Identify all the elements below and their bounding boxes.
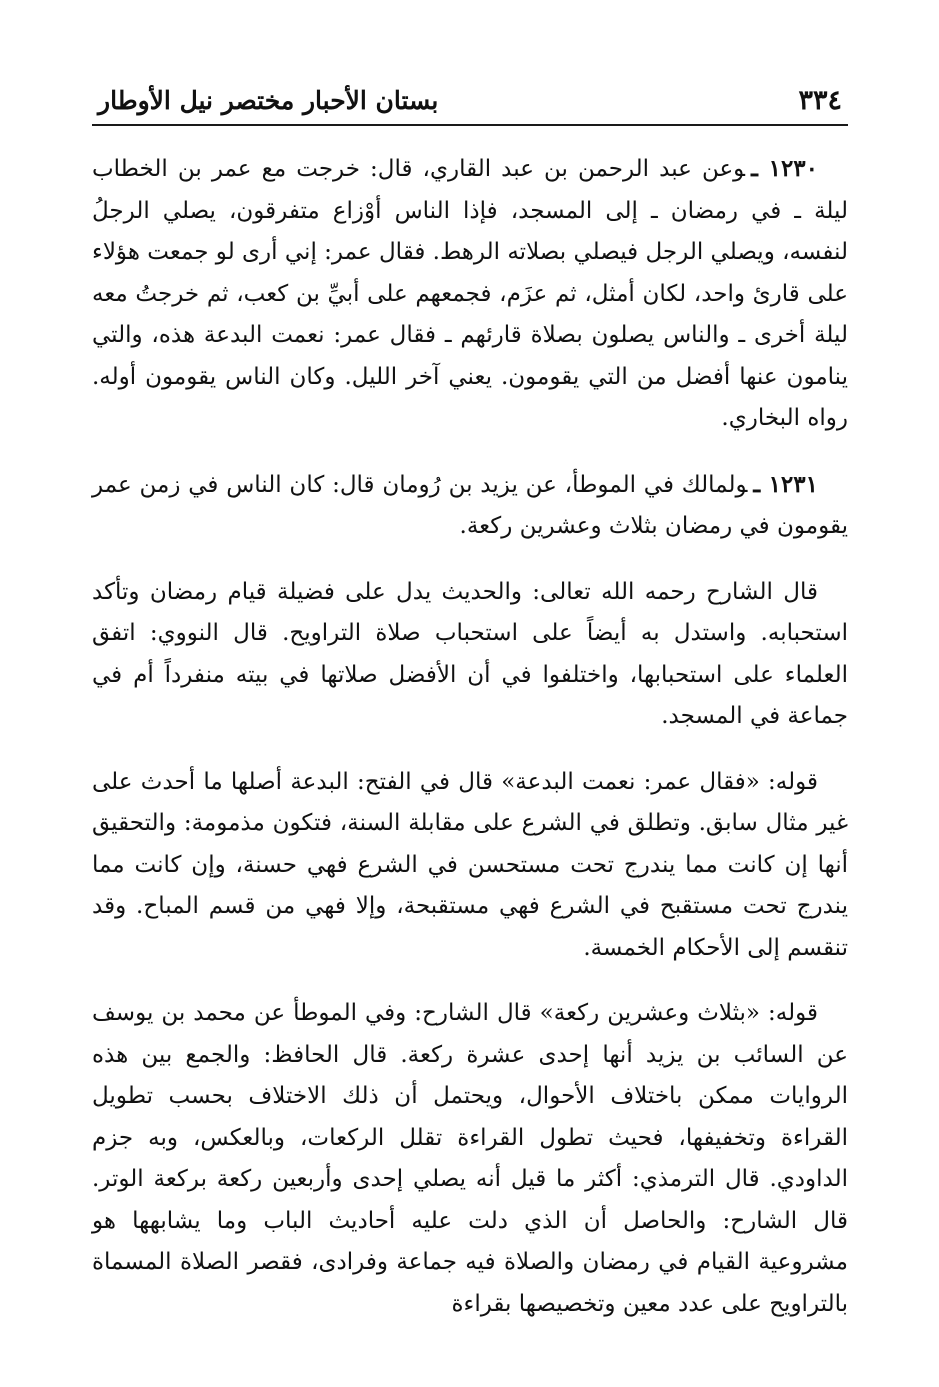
paragraph-text: ولمالك في الموطأ، عن يزيد بن رُومان قال: كان الناس في زمن عمر يقومون في رمضان بثلاث وعشرين ركعة.	[92, 471, 848, 539]
page-body	[92, 148, 848, 1325]
paragraph-text: قوله: «فقال عمر: نعمت البدعة» قال في الفتح: البدعة أصلها ما أحدث على غير مثال سابق. وتطلق في الشرع على مقابلة السنة، فتكون مذمومة: والتحقيق أنها إن كانت مما يندرج تحت مستحسن في الشرع فهي حسنة، وإن كانت مما يندرج تحت مستقبح في الشرع فهي مستقبحة، وإلا فهي من قسم المباح. وقد تنقسم إلى الأحكام الخمسة.	[92, 768, 848, 961]
hadith-paragraph-1230	[92, 148, 848, 440]
hadith-paragraph-1231	[92, 464, 848, 548]
running-title: بستان الأحبار مختصر نيل الأوطار	[98, 86, 439, 115]
paragraph-text: وعن عبد الرحمن بن عبد القاري، قال: خرجت مع عمر بن الخطاب ليلة ـ في رمضان ـ إلى المسجد، فإذا الناس أوْزاع متفرقون، يصلي الرجلُ لنفسه، ويصلي الرجل فيصلي بصلاته الرهط. فقال عمر: إني أرى لو جمعت هؤلاء على قارئ واحد، لكان أمثل، ثم عزَم، فجمعهم على أبيِّ بن كعب، ثم خرجتُ معه ليلة أخرى ـ والناس يصلون بصلاة قارئهم ـ فقال عمر: نعمت البدعة هذه، والتي ينامون عنها أفضل من التي يقومون. يعني آخر الليل. وكان الناس يقومون أوله. رواه البخاري.	[92, 156, 848, 431]
hadith-number: ١٢٣٠ ـ	[751, 155, 819, 182]
page-number: ٣٣٤	[798, 85, 842, 116]
page-header	[92, 82, 848, 126]
paragraph-text: قوله: «بثلاث وعشرين ركعة» قال الشارح: وفي الموطأ عن محمد بن يوسف عن السائب بن يزيد أنها إحدى عشرة ركعة. قال الحافظ: والجمع بين هذه الروايات ممكن باختلاف الأحوال، ويحتمل أن ذلك الاختلاف بحسب تطويل القراءة وتخفيفها، فحيث تطول القراءة تقلل الركعات، وبالعكس، وبه جزم الداودي. قال الترمذي: أكثر ما قيل أنه يصلي إحدى وأربعين ركعة بركعة الوتر. قال الشارح: والحاصل أن الذي دلت عليه أحاديث الباب وما يشابهها هو مشروعية القيام في رمضان والصلاة فيه جماعة وفرادى، فقصر الصلاة المسماة بالتراويح على عدد معين وتخصيصها بقراءة	[92, 1000, 848, 1317]
hadith-number: ١٢٣١ ـ	[753, 470, 818, 498]
book-page	[92, 82, 848, 1342]
commentary-paragraph	[92, 762, 848, 970]
commentary-paragraph	[92, 993, 848, 1325]
paragraph-text: قال الشارح رحمه الله تعالى: والحديث يدل على فضيلة قيام رمضان وتأكد استحبابه. واستدل به أيضاً على استحباب صلاة التراويح. قال النووي: اتفق العلماء على استحبابها، واختلفوا في أن الأفضل صلاتها في بيته منفرداً أم في جماعة في المسجد.	[92, 578, 848, 729]
commentary-paragraph	[92, 572, 848, 738]
